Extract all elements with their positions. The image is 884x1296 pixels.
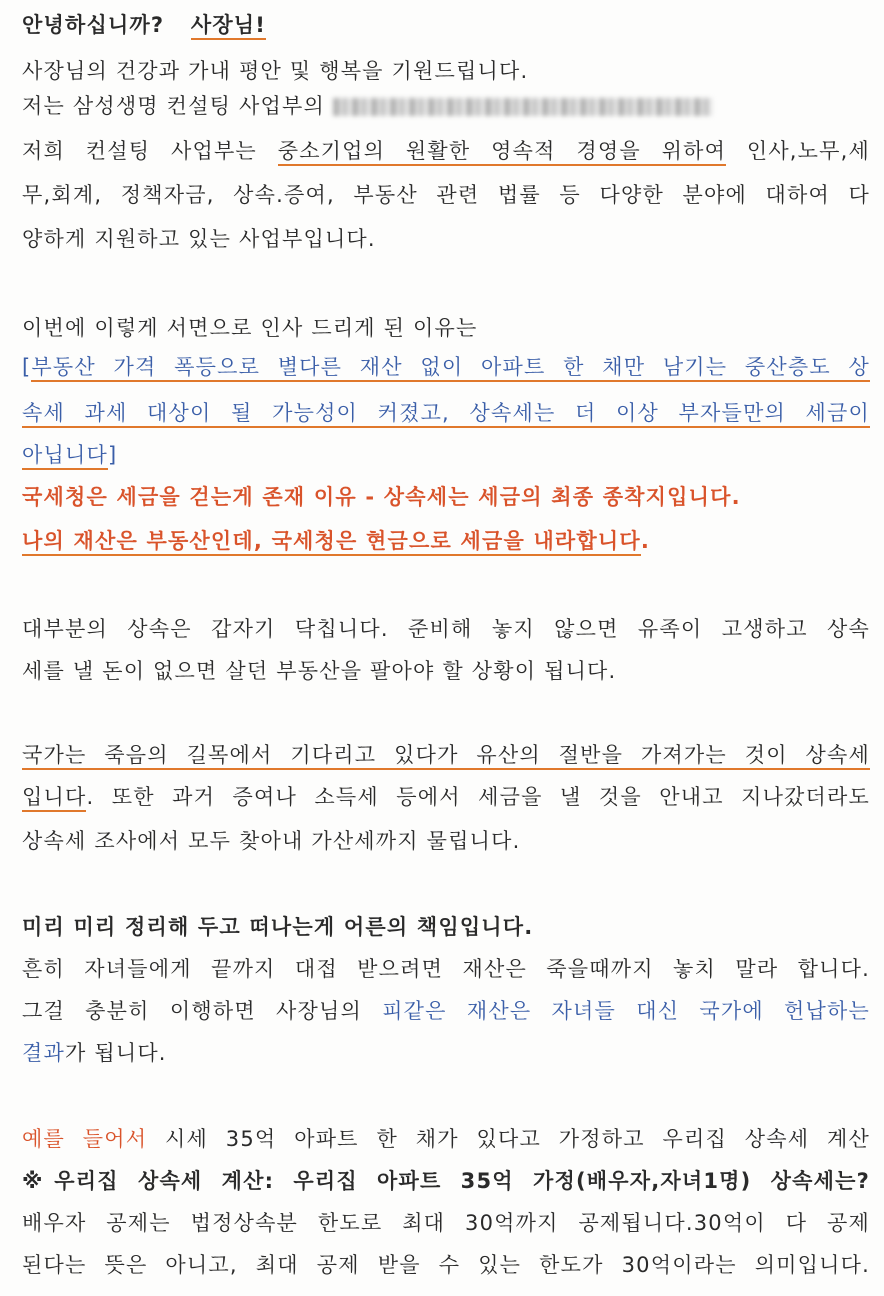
blue-line-2: 속세 과세 대상이 될 가능성이 커졌고, 상속세는 더 이상 부자들만의 세금이 <box>22 398 870 428</box>
p6-line-3: 배우자 공제는 법정상속분 한도로 최대 30억까지 공제됩니다.30억이 다 공제 <box>22 1211 870 1235</box>
intro-line-3: 저희 컨설팅 사업부는 중소기업의 원활한 영속적 경영을 위하여 인사,노무,세 <box>22 136 870 166</box>
p5-line-3: 그걸 충분히 이행하면 사장님의 피같은 재산은 자녀들 대신 국가에 헌납하는 <box>22 999 871 1023</box>
p6-line-1: 예를 들어서 시세 35억 아파트 한 채가 있다고 가정하고 우리집 상속세 계산 <box>22 1127 870 1151</box>
p5-line-4: 결과가 됩니다. <box>22 1041 167 1065</box>
blue-line-3: 아닙니다] <box>22 440 870 470</box>
greeting-text: 안녕하십니까? <box>22 13 165 37</box>
intro-line-5: 양하게 지원하고 있는 사업부입니다. <box>22 227 376 251</box>
blue-line-1: [부동산 가격 폭등으로 별다른 재산 없이 아파트 한 채만 남기는 중산층도 상 <box>22 352 870 382</box>
red-line-1: 국세청은 세금을 걷는게 존재 이유 - 상속세는 세금의 최종 종착지입니다. <box>22 485 741 509</box>
p3-line-1: 대부분의 상속은 갑자기 닥칩니다. 준비해 놓지 않으면 유족이 고생하고 상속 <box>22 617 870 641</box>
reason-lead: 이번에 이렇게 서면으로 인사 드리게 된 이유는 <box>22 316 478 340</box>
p6-line-4: 된다는 뜻은 아니고, 최대 공제 받을 수 있는 한도가 30억이라는 의미입니다. <box>22 1253 870 1277</box>
greeting-recipient: 사장님! <box>191 13 266 40</box>
p4-line-3: 상속세 조사에서 모두 찾아내 가산세까지 물립니다. <box>22 829 521 853</box>
p4-line-2: 입니다. 또한 과거 증여나 소득세 등에서 세금을 낼 것을 안내고 지나갔더라도 <box>22 782 870 812</box>
redacted-contact <box>333 98 713 116</box>
intro-line-4: 무,회계, 정책자금, 상속.증여, 부동산 관련 법률 등 다양한 분야에 대하여 다 <box>22 183 870 207</box>
p5-line-1: 미리 미리 정리해 두고 떠나는게 어른의 책임입니다. <box>22 915 534 939</box>
greeting-line <box>22 10 870 40</box>
p3-line-2: 세를 낼 돈이 없으면 살던 부동산을 팔아야 할 상황이 됩니다. <box>22 659 617 683</box>
p4-line-1: 국가는 죽음의 길목에서 기다리고 있다가 유산의 절반을 가져가는 것이 상속세 <box>22 740 870 770</box>
red-line-2: 나의 재산은 부동산인데, 국세청은 현금으로 세금을 내라합니다. <box>22 526 870 556</box>
p6-line-2: ※우리집 상속세 계산: 우리집 아파트 35억 가정(배우자,자녀1명) 상속세는? <box>22 1169 870 1193</box>
intro-underlined-phrase: 중소기업의 원활한 영속적 경영을 위하여 <box>278 139 726 166</box>
intro-line-2 <box>22 91 870 121</box>
p5-line-2: 흔히 자녀들에게 끝까지 대접 받으려면 재산은 죽을때까지 놓치 말라 합니다. <box>22 957 870 981</box>
intro-line-2-text: 저는 삼성생명 컨설팅 사업부의 <box>22 94 325 118</box>
intro-line-1: 사장님의 건강과 가내 평안 및 행복을 기원드립니다. <box>22 59 529 83</box>
